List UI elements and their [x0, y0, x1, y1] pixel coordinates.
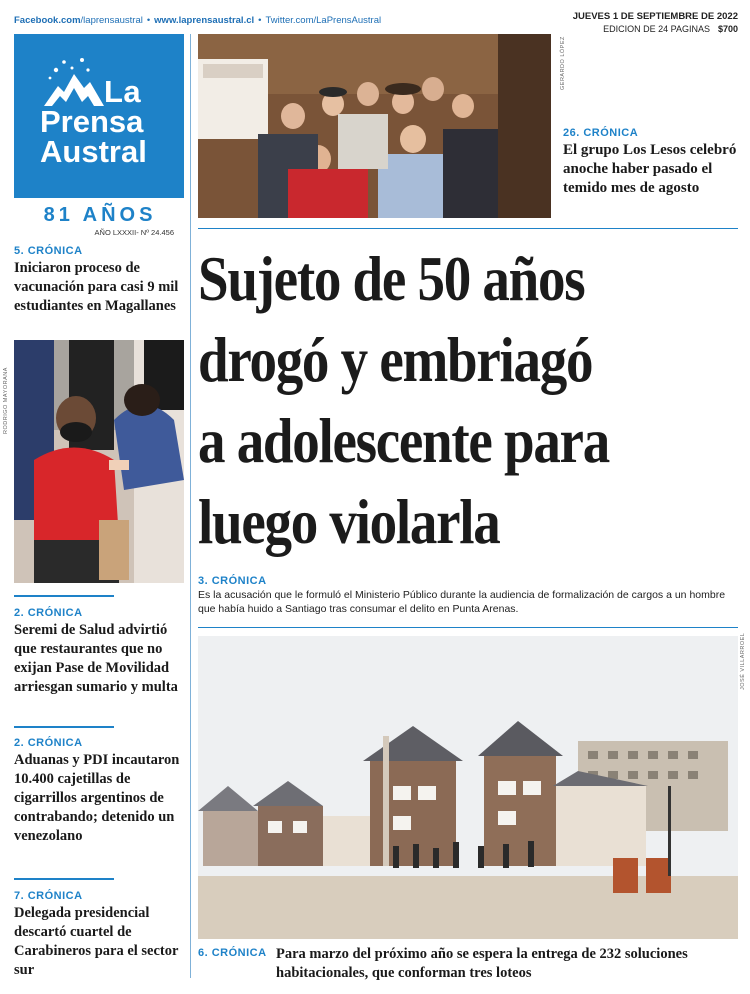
website-link[interactable]: www.laprensaustral.cl — [154, 15, 255, 26]
facebook-link-rest[interactable]: /laprensaustral — [80, 15, 143, 26]
vaccination-photo-illustration — [14, 340, 184, 583]
left-story-vaccination[interactable] — [14, 245, 186, 316]
story-kicker: 5. CRÓNICA — [14, 245, 83, 257]
separator-dot: • — [258, 15, 262, 26]
masthead-word-prensa: Prensa — [40, 104, 144, 139]
left-story-carabineros[interactable] — [14, 890, 186, 980]
vaccination-photo — [14, 340, 184, 583]
los-lesos-photo — [198, 34, 551, 218]
masthead-word-la: La — [104, 74, 142, 109]
divider — [198, 627, 738, 628]
story-headline[interactable]: Delegada presidencial descartó cuartel de Carabineros para el sector sur — [14, 905, 179, 978]
social-links — [14, 15, 381, 26]
price: $700 — [717, 24, 738, 34]
masthead-word-austral: Austral — [40, 134, 147, 169]
story-kicker: 26. CRÓNICA — [563, 127, 639, 139]
photo-credit-vaccination: RODRIGO MAYORANA — [3, 367, 9, 434]
story-kicker: 2. CRÓNICA — [14, 607, 83, 619]
divider — [14, 878, 114, 880]
separator-dot: • — [146, 15, 151, 26]
story-headline[interactable]: Seremi de Salud advirtió que restaurantes que no exijan Pase de Movilidad arriesgan sumario y multa — [14, 622, 178, 695]
main-story-subhead: Es la acusación que le formuló el Ministerio Público durante la audiencia de formalización de cargos a un hombre que había huido a Santiago tras consumar el delito en Punta Arenas. — [198, 589, 726, 615]
story-kicker: 2. CRÓNICA — [14, 737, 83, 749]
divider — [14, 726, 114, 728]
story-kicker: 6. CRÓNICA — [198, 947, 267, 959]
story-headline[interactable]: Para marzo del próximo año se espera la entrega de 232 soluciones habitacionales, que conforman tres loteos — [276, 946, 688, 981]
left-column — [3, 34, 186, 978]
left-story-seremi[interactable] — [14, 607, 186, 697]
left-story-aduanas[interactable] — [14, 737, 186, 846]
dateline — [573, 10, 738, 36]
photo-credit-houses: JOSÉ VILLARROEL — [740, 632, 746, 690]
facebook-link[interactable]: Facebook.com — [14, 15, 81, 26]
twitter-link[interactable]: Twitter.com/LaPrensAustral — [265, 15, 382, 26]
story-headline[interactable]: El grupo Los Lesos celebró anoche haber pasado el temido mes de agosto — [563, 142, 737, 196]
main-story-kicker: 3. CRÓNICA — [198, 575, 267, 587]
top-story-los-lesos[interactable] — [563, 127, 738, 198]
photo-credit-lesos: GERARDO LÓPEZ — [560, 36, 566, 90]
column-divider — [190, 34, 191, 978]
anniversary-label: 81 AÑOS — [43, 204, 157, 226]
housing-photo — [198, 636, 738, 939]
housing-photo-illustration — [198, 636, 738, 939]
los-lesos-photo-illustration — [198, 34, 551, 218]
main-headline-line: Sujeto de 50 años — [198, 243, 585, 314]
story-headline[interactable]: Aduanas y PDI incautaron 10.400 cajetillas de cigarrillos argentinos de contrabando; detenido un venezolano — [14, 752, 180, 844]
masthead-logo[interactable] — [14, 34, 184, 198]
divider — [198, 228, 738, 229]
main-headline-line: drogó y embriagó — [198, 324, 593, 395]
main-headline-line: a adolescente para — [198, 405, 609, 476]
issue-date: JUEVES 1 DE SEPTIEMBRE DE 2022 — [572, 11, 738, 22]
story-kicker: 7. CRÓNICA — [14, 890, 83, 902]
story-headline[interactable]: Iniciaron proceso de vacunación para casi 9 mil estudiantes en Magallanes — [14, 260, 179, 314]
divider — [14, 595, 114, 597]
main-headline[interactable] — [198, 238, 662, 562]
main-headline-line: luego violarla — [198, 486, 500, 557]
edition-pages: EDICION DE 24 PAGINAS — [603, 24, 710, 34]
issue-number: AÑO LXXXII- Nº 24.456 — [94, 228, 174, 237]
